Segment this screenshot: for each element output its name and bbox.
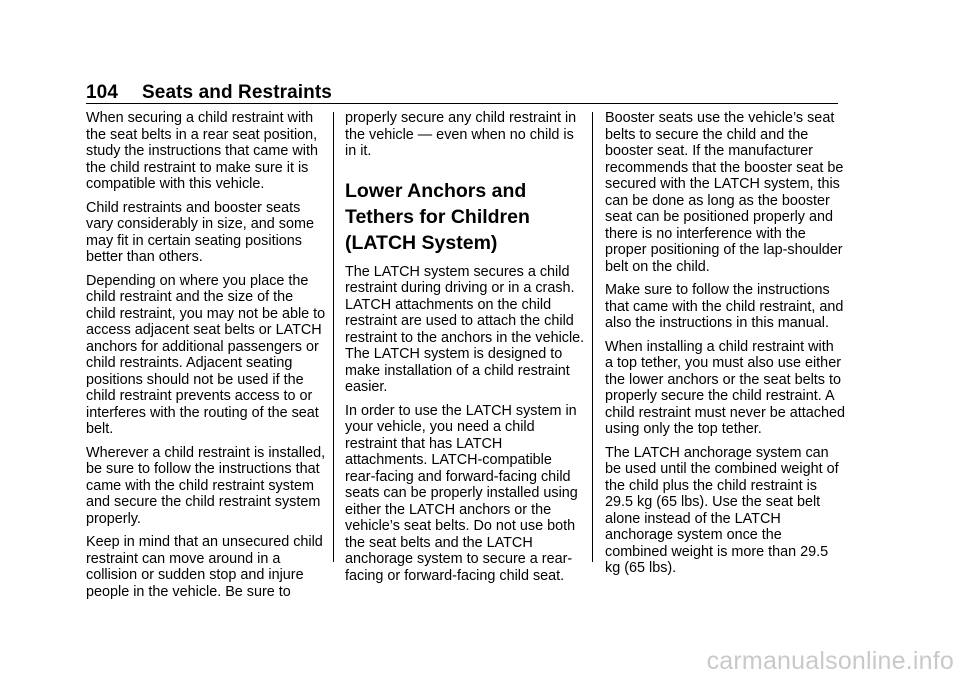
section-title: Seats and Restraints <box>142 82 332 103</box>
page-number: 104 <box>86 82 119 103</box>
section-heading: Lower Anchors and Tethers for Children (LATCH System) <box>345 179 530 254</box>
paragraph: Booster seats use the vehicle’s seat belts to secure the child and the booster seat. If the manufacturer recommends that the booster seat be secured with the LATCH system, this can be done as long as the booster seat can be positioned properly and there is no interference with the proper positioning of the lap-shoulder belt on the child. <box>605 110 844 275</box>
column-divider <box>592 112 593 562</box>
page-header <box>86 82 332 104</box>
header-rule <box>86 103 838 104</box>
paragraph: Make sure to follow the instructions that came with the child restraint, and also the instructions in this manual. <box>605 282 844 331</box>
paragraph: In order to use the LATCH system in your vehicle, you need a child restraint that has LATCH attachments. LATCH-compatible rear-facing and forward-facing child seats can be properly installed using either the LATCH anchors or the vehicle’s seat belts. Do not use both the seat belts and the LATCH anchorage system to secure a rear-facing or forward-facing child seat. <box>345 402 578 584</box>
paragraph: The LATCH anchorage system can be used until the combined weight of the child plus the child restraint is 29.5 kg (65 lbs). Use the seat belt alone instead of the LATCH anchorage system once the combined weight is more than 29.5 kg (65 lbs). <box>605 444 839 576</box>
watermark: carmanualsonline.info <box>706 647 954 675</box>
paragraph: Keep in mind that an unsecured child restraint can move around in a collision or sudden stop and injure people in the vehicle. Be sure to <box>86 534 323 600</box>
column-divider <box>333 112 334 562</box>
paragraph: Depending on where you place the child restraint and the size of the child restraint, you may not be able to access adjacent seat belts or LATCH anchors for additional passengers or child restraints. Adjacent seating positions should not be used if the child restraint prevents access to or interferes with the routing of the seat belt. <box>86 272 326 437</box>
column-1 <box>86 110 326 607</box>
paragraph: properly secure any child restraint in the vehicle — even when no child is in it. <box>345 110 577 159</box>
column-2 <box>345 110 585 591</box>
paragraph: The LATCH system secures a child restraint during driving or in a crash. LATCH attachments on the child restraint are used to attach the child restraint to the anchors in the vehicle. The LATCH system is designed to make installation of a child restraint easier. <box>345 263 585 395</box>
paragraph: Wherever a child restraint is installed, be sure to follow the instructions that came with the child restraint system and secure the child restraint system properly. <box>86 444 326 527</box>
paragraph: When installing a child restraint with a top tether, you must also use either the lower anchors or the seat belts to properly secure the child restraint. A child restraint must never be attached using only the top tether. <box>605 338 845 437</box>
column-3 <box>605 110 845 584</box>
paragraph: Child restraints and booster seats vary considerably in size, and some may fit in certain seating positions better than others. <box>86 199 314 265</box>
paragraph: When securing a child restraint with the seat belts in a rear seat position, study the instructions that came with the child restraint to make sure it is compatible with this vehicle. <box>86 110 318 192</box>
